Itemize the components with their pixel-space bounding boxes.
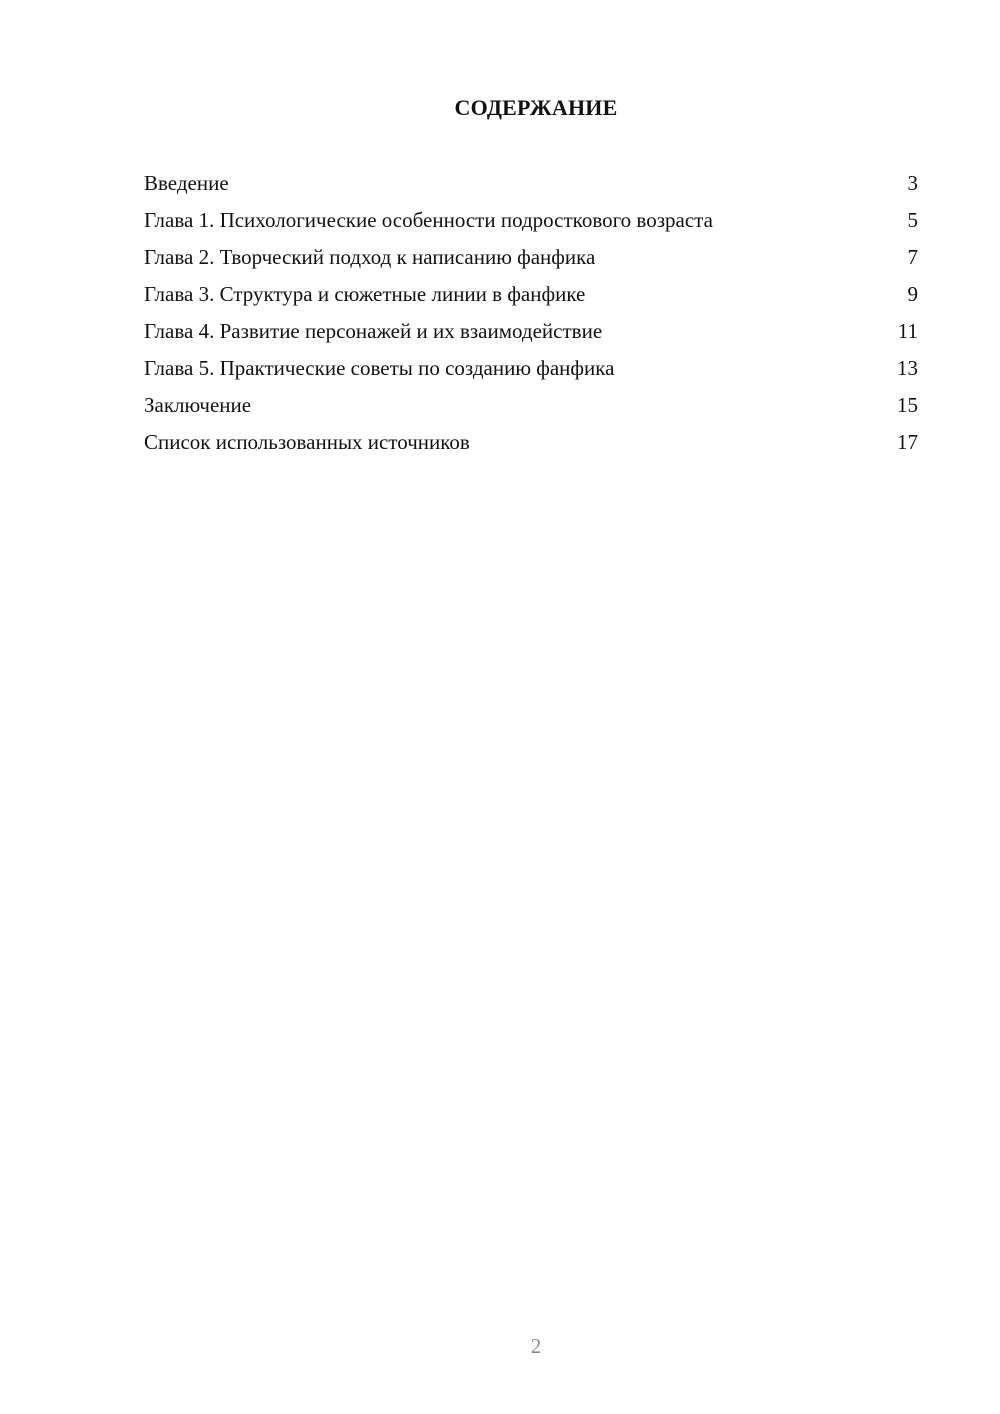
toc-entry-chapter-2 bbox=[144, 244, 918, 271]
toc-entry-label: Глава 1. Психологические особенности подросткового возраста bbox=[144, 208, 713, 232]
toc-entry-page: 11 bbox=[897, 319, 918, 343]
toc-entry-introduction bbox=[144, 170, 918, 197]
toc-entry-page: 9 bbox=[907, 282, 918, 306]
toc-entry-chapter-4 bbox=[144, 318, 918, 345]
toc-entry-label: Глава 4. Развитие персонажей и их взаимодействие bbox=[144, 319, 603, 343]
toc-entry-label: Заключение bbox=[144, 393, 252, 417]
page-title: СОДЕРЖАНИЕ bbox=[454, 95, 618, 120]
toc-entry-page: 7 bbox=[907, 245, 918, 269]
toc-entry-page: 15 bbox=[897, 393, 918, 417]
toc-entry-page: 3 bbox=[907, 171, 918, 195]
toc-entry-page: 17 bbox=[897, 430, 918, 454]
toc-entry-chapter-5 bbox=[144, 355, 918, 382]
page-number: 2 bbox=[530, 1334, 542, 1358]
table-of-contents bbox=[144, 170, 918, 466]
toc-entry-label: Глава 5. Практические советы по созданию фанфика bbox=[144, 356, 615, 380]
toc-entry-label: Список использованных источников bbox=[144, 430, 470, 454]
toc-entry-label: Глава 3. Структура и сюжетные линии в фанфике bbox=[144, 282, 586, 306]
toc-entry-chapter-3 bbox=[144, 281, 918, 308]
toc-entry-page: 13 bbox=[897, 356, 918, 380]
toc-entry-label: Глава 2. Творческий подход к написанию фанфика bbox=[144, 245, 596, 269]
toc-entry-chapter-1 bbox=[144, 207, 918, 234]
toc-entry-page: 5 bbox=[907, 208, 918, 232]
toc-entry-label: Введение bbox=[144, 171, 229, 195]
toc-entry-references bbox=[144, 429, 918, 456]
toc-entry-conclusion bbox=[144, 392, 918, 419]
